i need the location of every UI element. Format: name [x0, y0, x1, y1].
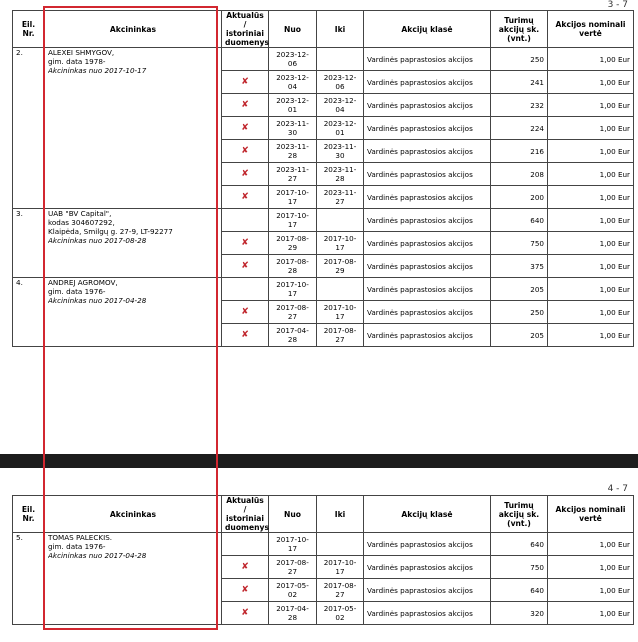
date-to: 2017-10-17 [317, 232, 364, 255]
x-mark-icon: ✘ [241, 238, 249, 248]
status-cell [222, 117, 269, 140]
table-row [13, 533, 634, 556]
x-mark-icon: ✘ [241, 261, 249, 271]
date-from: 2017-10-17 [269, 278, 317, 301]
share-quantity: 750 [491, 232, 548, 255]
table-row [13, 278, 634, 301]
header-to: Iki [317, 496, 364, 533]
date-from: 2017-08-29 [269, 232, 317, 255]
share-class: Vardinės paprastosios akcijos [364, 301, 491, 324]
share-class: Vardinės paprastosios akcijos [364, 48, 491, 71]
share-quantity: 750 [491, 556, 548, 579]
header-to: Iki [317, 11, 364, 48]
x-mark-icon: ✘ [241, 608, 249, 618]
x-mark-icon: ✘ [241, 100, 249, 110]
nominal-value: 1,00 Eur [548, 556, 634, 579]
header-quantity: Turimų akcijų sk. (vnt.) [491, 496, 548, 533]
nominal-value: 1,00 Eur [548, 209, 634, 232]
date-to: 2023-11-28 [317, 163, 364, 186]
shareholder-detail: gim. data 1976- [48, 542, 106, 551]
share-class: Vardinės paprastosios akcijos [364, 278, 491, 301]
x-mark-icon: ✘ [241, 307, 249, 317]
row-number: 4. [13, 278, 45, 347]
date-from: 2017-08-27 [269, 556, 317, 579]
shareholder-since: Akcininkas nuo 2017-08-28 [48, 236, 147, 245]
table-row [13, 48, 634, 71]
nominal-value: 1,00 Eur [548, 140, 634, 163]
nominal-value: 1,00 Eur [548, 48, 634, 71]
header-quantity: Turimų akcijų sk. (vnt.) [491, 11, 548, 48]
shareholder-detail: UAB "BV Capital", [48, 209, 112, 218]
header-share-class: Akcijų klasė [364, 496, 491, 533]
share-class: Vardinės paprastosios akcijos [364, 533, 491, 556]
date-from: 2017-04-28 [269, 602, 317, 625]
nominal-value: 1,00 Eur [548, 278, 634, 301]
nominal-value: 1,00 Eur [548, 232, 634, 255]
shareholders-table [12, 495, 634, 625]
date-from: 2017-08-27 [269, 301, 317, 324]
date-to: 2017-08-29 [317, 255, 364, 278]
header-from: Nuo [269, 11, 317, 48]
date-from: 2017-10-17 [269, 533, 317, 556]
share-class: Vardinės paprastosios akcijos [364, 255, 491, 278]
status-cell [222, 186, 269, 209]
nominal-value: 1,00 Eur [548, 533, 634, 556]
date-to [317, 48, 364, 71]
date-from: 2017-10-17 [269, 186, 317, 209]
share-quantity: 205 [491, 278, 548, 301]
share-class: Vardinės paprastosios akcijos [364, 556, 491, 579]
date-from: 2023-12-01 [269, 94, 317, 117]
nominal-value: 1,00 Eur [548, 255, 634, 278]
nominal-value: 1,00 Eur [548, 579, 634, 602]
header-share-class: Akcijų klasė [364, 11, 491, 48]
share-quantity: 200 [491, 186, 548, 209]
status-cell [222, 278, 269, 301]
date-to [317, 209, 364, 232]
share-class: Vardinės paprastosios akcijos [364, 324, 491, 347]
status-cell [222, 209, 269, 232]
date-to: 2023-12-06 [317, 71, 364, 94]
shareholder-detail: Klaipėda, Smilgų g. 27-9, LT-92277 [48, 227, 173, 236]
share-quantity: 224 [491, 117, 548, 140]
date-from: 2017-08-28 [269, 255, 317, 278]
share-class: Vardinės paprastosios akcijos [364, 186, 491, 209]
status-cell [222, 533, 269, 556]
share-quantity: 250 [491, 48, 548, 71]
nominal-value: 1,00 Eur [548, 186, 634, 209]
nominal-value: 1,00 Eur [548, 301, 634, 324]
x-mark-icon: ✘ [241, 169, 249, 179]
date-to [317, 533, 364, 556]
page-number: 4 - 7 [607, 484, 628, 494]
share-class: Vardinės paprastosios akcijos [364, 140, 491, 163]
shareholder-cell [45, 48, 222, 209]
share-class: Vardinės paprastosios akcijos [364, 602, 491, 625]
date-from: 2017-10-17 [269, 209, 317, 232]
status-cell [222, 255, 269, 278]
date-to: 2023-11-27 [317, 186, 364, 209]
page-divider [0, 454, 638, 468]
header-from: Nuo [269, 496, 317, 533]
nominal-value: 1,00 Eur [548, 163, 634, 186]
shareholder-detail: kodas 304607292, [48, 218, 115, 227]
nominal-value: 1,00 Eur [548, 117, 634, 140]
shareholder-since: Akcininkas nuo 2017-04-28 [48, 551, 147, 560]
shareholder-since: Akcininkas nuo 2017-04-28 [48, 296, 147, 305]
date-to: 2017-08-27 [317, 324, 364, 347]
shareholder-detail: ALEXEI SHMYGOV, [48, 48, 115, 57]
header-status: Aktualūs / istoriniai duomenys [222, 496, 269, 533]
share-quantity: 640 [491, 209, 548, 232]
status-cell [222, 301, 269, 324]
share-quantity: 232 [491, 94, 548, 117]
shareholder-cell [45, 533, 222, 625]
status-cell [222, 94, 269, 117]
x-mark-icon: ✘ [241, 330, 249, 340]
date-from: 2023-11-30 [269, 117, 317, 140]
date-from: 2023-12-04 [269, 71, 317, 94]
header-nr: Eil. Nr. [13, 496, 45, 533]
date-to: 2023-11-30 [317, 140, 364, 163]
share-quantity: 375 [491, 255, 548, 278]
status-cell [222, 602, 269, 625]
date-to: 2017-08-27 [317, 579, 364, 602]
x-mark-icon: ✘ [241, 585, 249, 595]
date-to: 2023-12-01 [317, 117, 364, 140]
table-header-row [13, 496, 634, 533]
shareholder-detail: gim. data 1976- [48, 287, 106, 296]
header-status: Aktualūs / istoriniai duomenys [222, 11, 269, 48]
page-number: 3 - 7 [607, 0, 628, 10]
share-quantity: 241 [491, 71, 548, 94]
share-quantity: 250 [491, 301, 548, 324]
table-row [13, 209, 634, 232]
date-to [317, 278, 364, 301]
status-cell [222, 579, 269, 602]
share-quantity: 216 [491, 140, 548, 163]
share-class: Vardinės paprastosios akcijos [364, 209, 491, 232]
date-to: 2017-05-02 [317, 602, 364, 625]
date-to: 2023-12-04 [317, 94, 364, 117]
share-quantity: 640 [491, 579, 548, 602]
share-quantity: 640 [491, 533, 548, 556]
x-mark-icon: ✘ [241, 562, 249, 572]
share-class: Vardinės paprastosios akcijos [364, 94, 491, 117]
status-cell [222, 163, 269, 186]
x-mark-icon: ✘ [241, 146, 249, 156]
table-header-row [13, 11, 634, 48]
status-cell [222, 324, 269, 347]
date-from: 2017-05-02 [269, 579, 317, 602]
header-nr: Eil. Nr. [13, 11, 45, 48]
status-cell [222, 48, 269, 71]
nominal-value: 1,00 Eur [548, 324, 634, 347]
date-from: 2017-04-28 [269, 324, 317, 347]
status-cell [222, 71, 269, 94]
header-holder: Akcininkas [45, 11, 222, 48]
row-number: 3. [13, 209, 45, 278]
header-holder: Akcininkas [45, 496, 222, 533]
share-class: Vardinės paprastosios akcijos [364, 163, 491, 186]
status-cell [222, 232, 269, 255]
nominal-value: 1,00 Eur [548, 602, 634, 625]
shareholder-detail: ANDREJ AGROMOV, [48, 278, 118, 287]
date-from: 2023-11-28 [269, 140, 317, 163]
nominal-value: 1,00 Eur [548, 71, 634, 94]
shareholder-detail: gim. data 1978- [48, 57, 106, 66]
status-cell [222, 140, 269, 163]
shareholders-table [12, 10, 634, 347]
share-class: Vardinės paprastosios akcijos [364, 579, 491, 602]
share-quantity: 320 [491, 602, 548, 625]
date-to: 2017-10-17 [317, 556, 364, 579]
row-number: 2. [13, 48, 45, 209]
nominal-value: 1,00 Eur [548, 94, 634, 117]
share-quantity: 205 [491, 324, 548, 347]
shareholder-detail: TOMAS PALECKIS. [48, 533, 113, 542]
x-mark-icon: ✘ [241, 123, 249, 133]
x-mark-icon: ✘ [241, 192, 249, 202]
x-mark-icon: ✘ [241, 77, 249, 87]
date-to: 2017-10-17 [317, 301, 364, 324]
date-from: 2023-12-06 [269, 48, 317, 71]
row-number: 5. [13, 533, 45, 625]
header-nominal: Akcijos nominali vertė [548, 11, 634, 48]
shareholder-cell [45, 209, 222, 278]
share-class: Vardinės paprastosios akcijos [364, 232, 491, 255]
share-class: Vardinės paprastosios akcijos [364, 117, 491, 140]
shareholder-cell [45, 278, 222, 347]
shareholder-since: Akcininkas nuo 2017-10-17 [48, 66, 147, 75]
header-nominal: Akcijos nominali vertė [548, 496, 634, 533]
status-cell [222, 556, 269, 579]
share-quantity: 208 [491, 163, 548, 186]
date-from: 2023-11-27 [269, 163, 317, 186]
share-class: Vardinės paprastosios akcijos [364, 71, 491, 94]
